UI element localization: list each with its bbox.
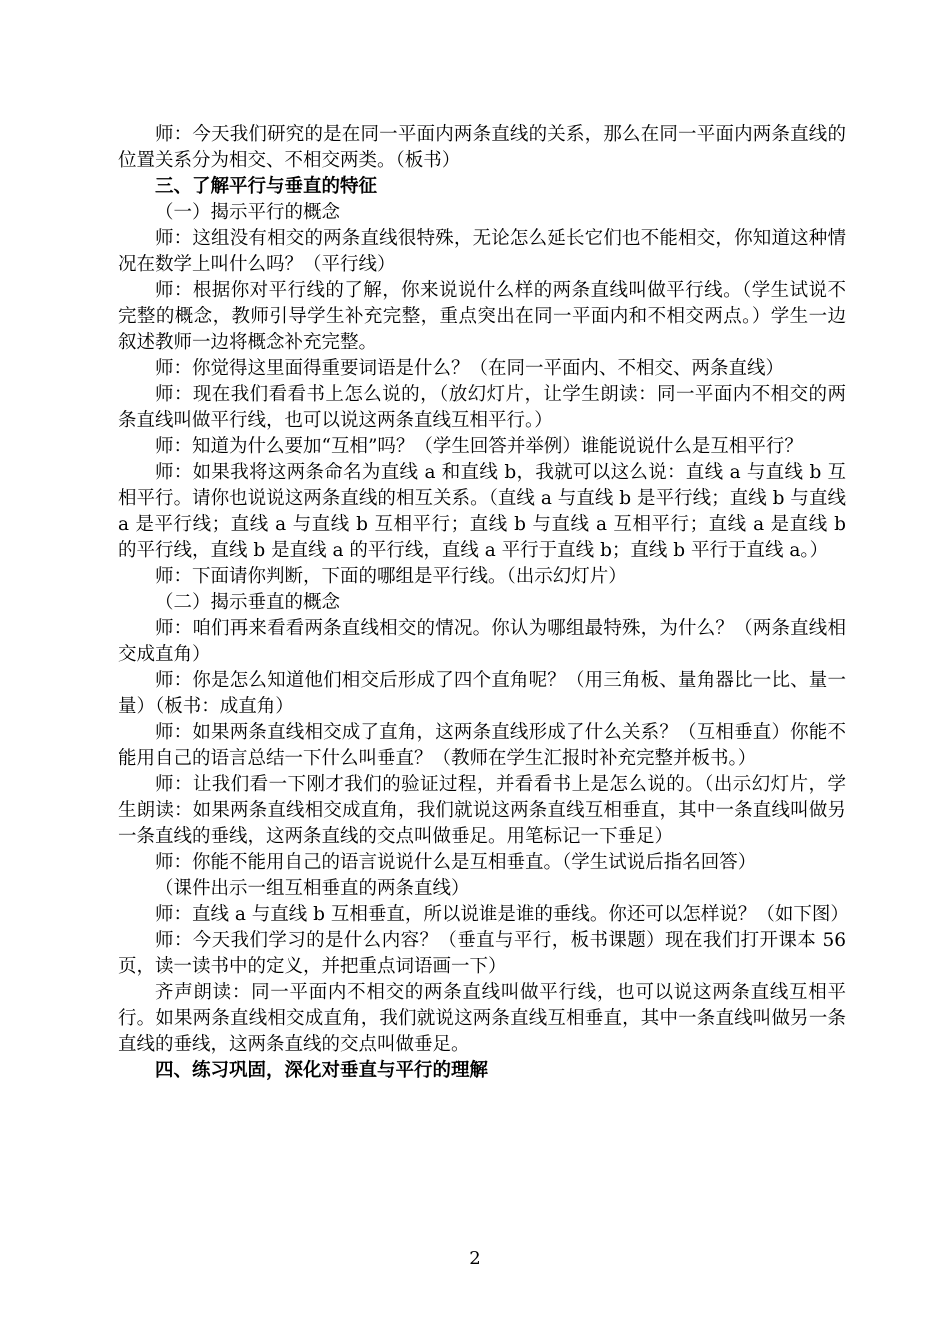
paragraph: 师：直线 a 与直线 b 互相垂直，所以说谁是谁的垂线。你还可以怎样说？（如下图） — [155, 904, 849, 925]
paragraph: （课件出示一组互相垂直的两条直线） — [155, 878, 470, 899]
paragraph: 师：根据你对平行线的了解，你来说说什么样的两条直线叫做平行线。（学生试说不完整的概念，教师引导学生补充完整，重点突出在同一平面内和不相交两点。）学生一边叙述教师一边将概念补充完整。 — [118, 280, 846, 353]
paragraph: 师：你是怎么知道他们相交后形成了四个直角呢？（用三角板、量角器比一比、量一量）（板书：成直角） — [118, 670, 846, 717]
paragraph: （二）揭示垂直的概念 — [155, 592, 341, 613]
paragraph: 师：现在我们看看书上怎么说的，（放幻灯片，让学生朗读：同一平面内不相交的两条直线叫做平行线，也可以说这两条直线互相平行。） — [118, 384, 846, 431]
page-number: 2 — [469, 1248, 481, 1269]
paragraph: 师：今天我们研究的是在同一平面内两条直线的关系，那么在同一平面内两条直线的位置关系分为相交、不相交两类。（板书） — [118, 124, 846, 171]
section-heading: 四、练习巩固，深化对垂直与平行的理解 — [155, 1060, 489, 1081]
section-heading: 三、了解平行与垂直的特征 — [155, 176, 378, 197]
paragraph: 师：知道为什么要加“互相”吗？（学生回答并举例）谁能说说什么是互相平行？ — [155, 436, 803, 457]
paragraph: 师：咱们再来看看两条直线相交的情况。你认为哪组最特殊，为什么？（两条直线相交成直角） — [118, 618, 846, 665]
paragraph: 师：下面请你判断，下面的哪组是平行线。（出示幻灯片） — [155, 566, 627, 587]
paragraph: 师：你能不能用自己的语言说说什么是互相垂直。（学生试说后指名回答） — [155, 852, 757, 873]
paragraph: 齐声朗读：同一平面内不相交的两条直线叫做平行线，也可以说这两条直线互相平行。如果两条直线相交成直角，我们就说这两条直线互相垂直，其中一条直线叫做另一条直线的垂线，这两条直线的交点叫做垂足。 — [118, 982, 846, 1055]
paragraph: 师：如果我将这两条命名为直线 a 和直线 b，我就可以这么说：直线 a 与直线 b 互相平行。请你也说说这两条直线的相互关系。（直线 a 与直线 b 是平行线；直线 b 与直线 a 是平行线；直线 a 与直线 b 互相平行；直线 b 与直线 a 互相平行；直线 a 是直线 b 的平行线，直线 b 是直线 a 的平行线，直线 a 平行于直线 b；直线 b 平行于直线 a。） — [118, 462, 846, 561]
paragraph: 师：如果两条直线相交成了直角，这两条直线形成了什么关系？（互相垂直）你能不能用自己的语言总结一下什么叫垂直？（教师在学生汇报时补充完整并板书。） — [118, 722, 846, 769]
paragraph: 师：这组没有相交的两条直线很特殊，无论怎么延长它们也不能相交，你知道这种情况在数学上叫什么吗？（平行线） — [118, 228, 846, 275]
paragraph: 师：让我们看一下刚才我们的验证过程，并看看书上是怎么说的。（出示幻灯片，学生朗读：如果两条直线相交成直角，我们就说这两条直线互相垂直，其中一条直线叫做另一条直线的垂线，这两条直线的交点叫做垂足。用笔标记一下垂足） — [118, 774, 846, 847]
paragraph: （一）揭示平行的概念 — [155, 202, 341, 223]
paragraph: 师：你觉得这里面得重要词语是什么？（在同一平面内、不相交、两条直线） — [155, 358, 785, 379]
paragraph: 师：今天我们学习的是什么内容？（垂直与平行，板书课题）现在我们打开课本 56 页，读一读书中的定义，并把重点词语画一下） — [118, 930, 846, 977]
document-body — [118, 122, 849, 1084]
